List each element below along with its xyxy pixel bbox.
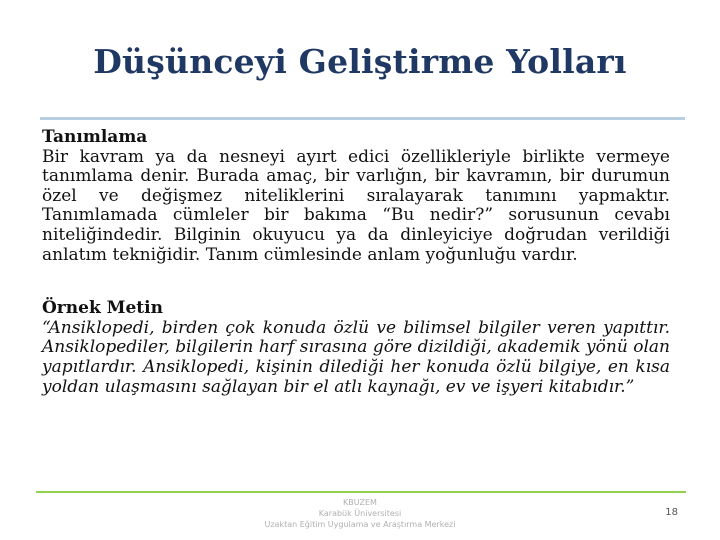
page-number: 18 xyxy=(665,507,678,518)
example-heading: Örnek Metin xyxy=(42,298,163,319)
definition-paragraph: Bir kavram ya da nesneyi ayırt edici özellikleriyle birlikte vermeye tanımlama denir. Burada amaç, bir varlığın, bir kavramın, bir durumun özel ve değişmez niteliklerini sıralayarak tanımını yapmaktır. Tanımlamada cümleler bir bakıma “Bu nedir?” sorusunun cevabı niteliğindedir. Bilginin okuyucu ya da dinleyiciye doğrudan verildiği anlatım tekniğidir. Tanım cümlesinde anlam yoğunluğu vardır. xyxy=(42,146,670,265)
footer xyxy=(0,497,720,530)
title-divider xyxy=(40,117,685,120)
footer-divider xyxy=(36,491,686,493)
slide-content xyxy=(42,128,670,397)
example-paragraph: “Ansiklopedi, birden çok konuda özlü ve bilimsel bilgiler veren yapıttır. Ansiklopediler, bilgilerin harf sırasına göre dizildiği, akademik yönü olan yapıtlardır. Ansiklopedi, kişinin dilediği her konuda özlü bilgiye, en kısa yoldan ulaşmasını sağlayan bir el atlı kaynağı, ev ve işyeri kitabıdır.” xyxy=(42,317,670,397)
footer-org: KBUZEM xyxy=(343,498,377,507)
section-spacer xyxy=(42,265,670,299)
footer-center: Uzaktan Eğitim Uygulama ve Araştırma Merkezi xyxy=(264,520,456,529)
slide-title: Düşünceyi Geliştirme Yolları xyxy=(93,42,627,81)
definition-heading: Tanımlama xyxy=(42,127,148,147)
footer-university: Karabük Üniversitesi xyxy=(318,509,402,518)
